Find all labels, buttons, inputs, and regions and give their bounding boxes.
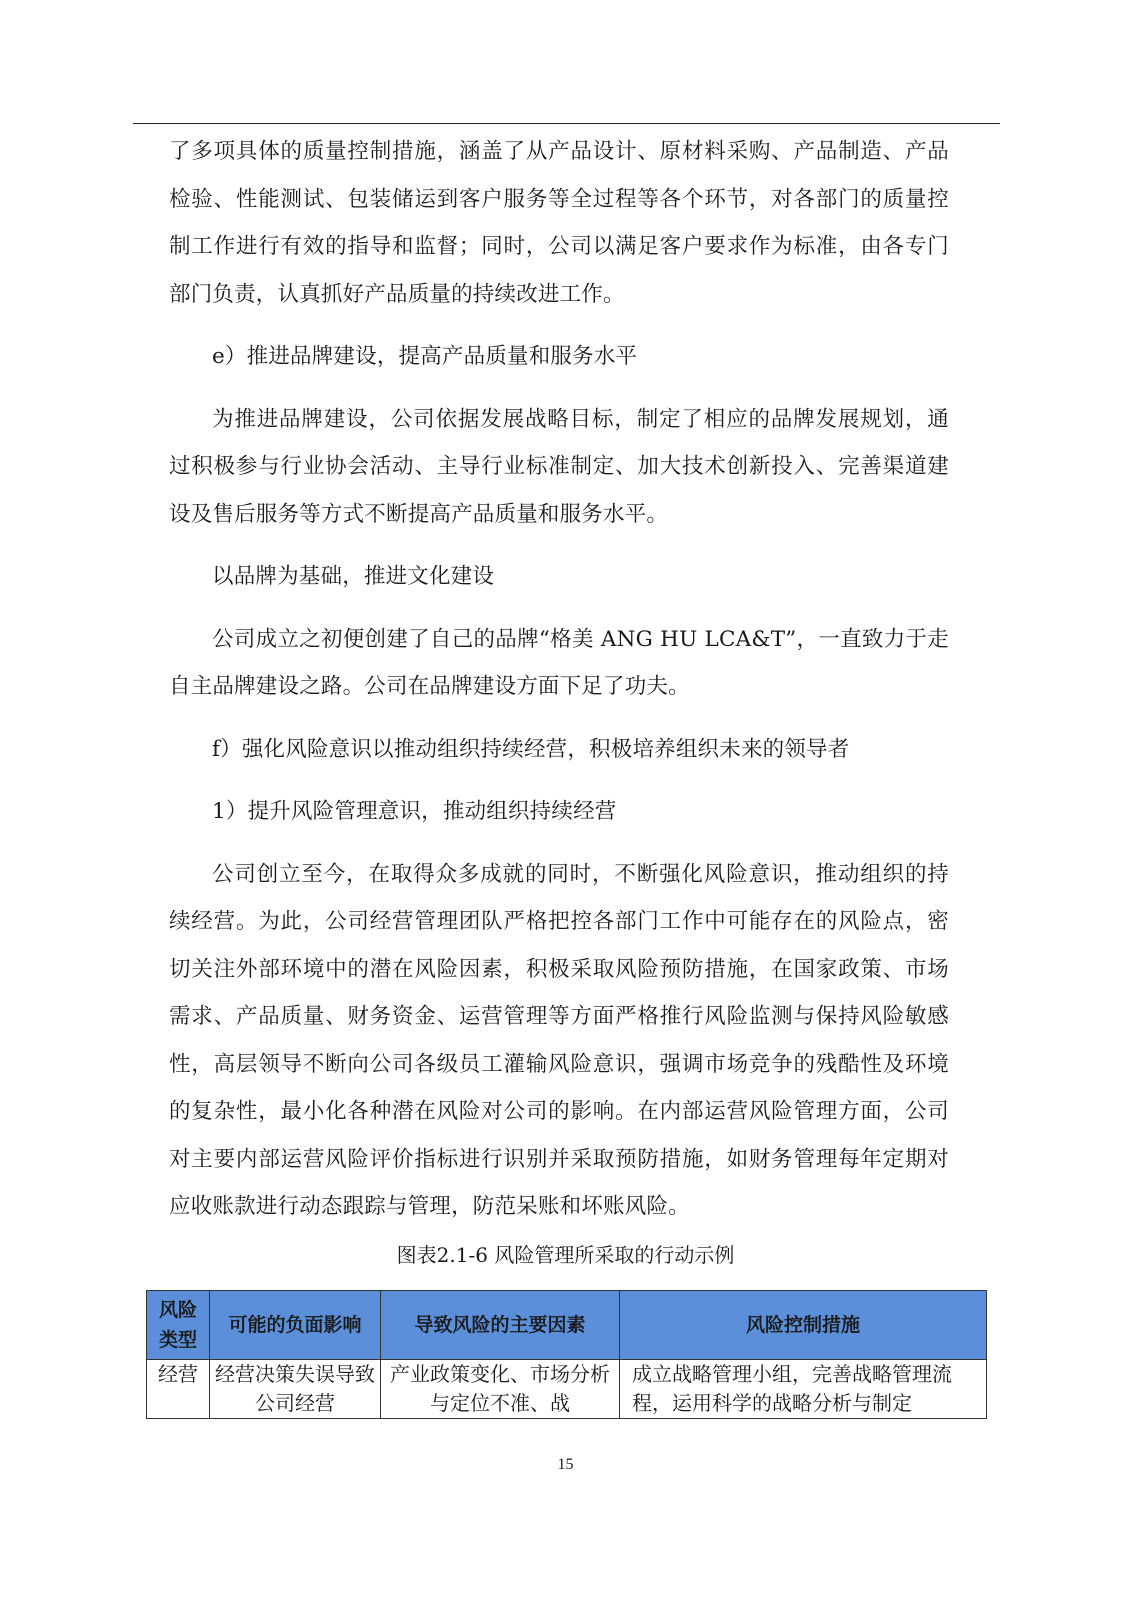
document-body bbox=[169, 128, 949, 1231]
cell-risk-type: 经营 bbox=[147, 1360, 210, 1419]
paragraph-risk-management: 公司创立至今，在取得众多成就的同时，不断强化风险意识，推动组织的持续经营。为此，公司经营管理团队严格把控各部门工作中可能存在的风险点，密切关注外部环境中的潜在风险因素，积极采取风险预防措施，在国家政策、市场需求、产品质量、财务资金、运营管理等方面严格推行风险监测与保持风险敏感性，高层领导不断向公司各级员工灌输风险意识，强调市场竞争的残酷性及环境的复杂性，最小化各种潜在风险对公司的影响。在内部运营风险管理方面，公司对主要内部运营风险评价指标进行识别并采取预防措施，如财务管理每年定期对应收账款进行动态跟踪与管理，防范呆账和坏账风险。 bbox=[169, 861, 949, 1219]
table-caption: 图表2.1-6 风险管理所采取的行动示例 bbox=[396, 1243, 735, 1267]
heading-culture-building: 以品牌为基础，推进文化建设 bbox=[212, 564, 495, 589]
heading-risk-awareness: f）强化风险意识以推动组织持续经营，积极培养组织未来的领导者 bbox=[212, 736, 850, 762]
table-row bbox=[147, 1360, 987, 1419]
subheading-risk-management: 1）提升风险管理意识，推动组织持续经营 bbox=[212, 799, 617, 824]
header-rule bbox=[133, 123, 1000, 124]
paragraph-brand-building: 为推进品牌建设，公司依据发展战略目标，制定了相应的品牌发展规划，通过积极参与行业协会活动、主导行业标准制定、加大技术创新投入、完善渠道建设及售后服务等方式不断提高产品质量和服务水平。 bbox=[169, 406, 949, 527]
risk-table bbox=[146, 1290, 987, 1419]
paragraph-brand-history: 公司成立之初便创建了自己的品牌“格美 ANG HU LCA&T”，一直致力于走自主品牌建设之路。公司在品牌建设方面下足了功夫。 bbox=[169, 626, 949, 699]
header-control-measures: 风险控制措施 bbox=[620, 1291, 987, 1360]
cell-main-factors: 产业政策变化、市场分析与定位不准、战 bbox=[381, 1360, 620, 1419]
header-main-factors: 导致风险的主要因素 bbox=[381, 1291, 620, 1360]
header-negative-impact: 可能的负面影响 bbox=[210, 1291, 381, 1360]
page-number: 15 bbox=[557, 1456, 574, 1473]
paragraph-quality-control: 了多项具体的质量控制措施，涵盖了从产品设计、原材料采购、产品制造、产品检验、性能测试、包装储运到客户服务等全过程等各个环节，对各部门的质量控制工作进行有效的指导和监督；同时，公司以满足客户要求作为标准，由各专门部门负责，认真抓好产品质量的持续改进工作。 bbox=[169, 139, 949, 307]
table-header-row bbox=[147, 1291, 987, 1360]
header-risk-type: 风险类型 bbox=[147, 1291, 210, 1360]
cell-negative-impact: 经营决策失误导致公司经营 bbox=[210, 1360, 381, 1419]
cell-control-measures: 成立战略管理小组，完善战略管理流程，运用科学的战略分析与制定 bbox=[620, 1360, 987, 1419]
heading-brand-building: e）推进品牌建设，提高产品质量和服务水平 bbox=[212, 344, 638, 369]
